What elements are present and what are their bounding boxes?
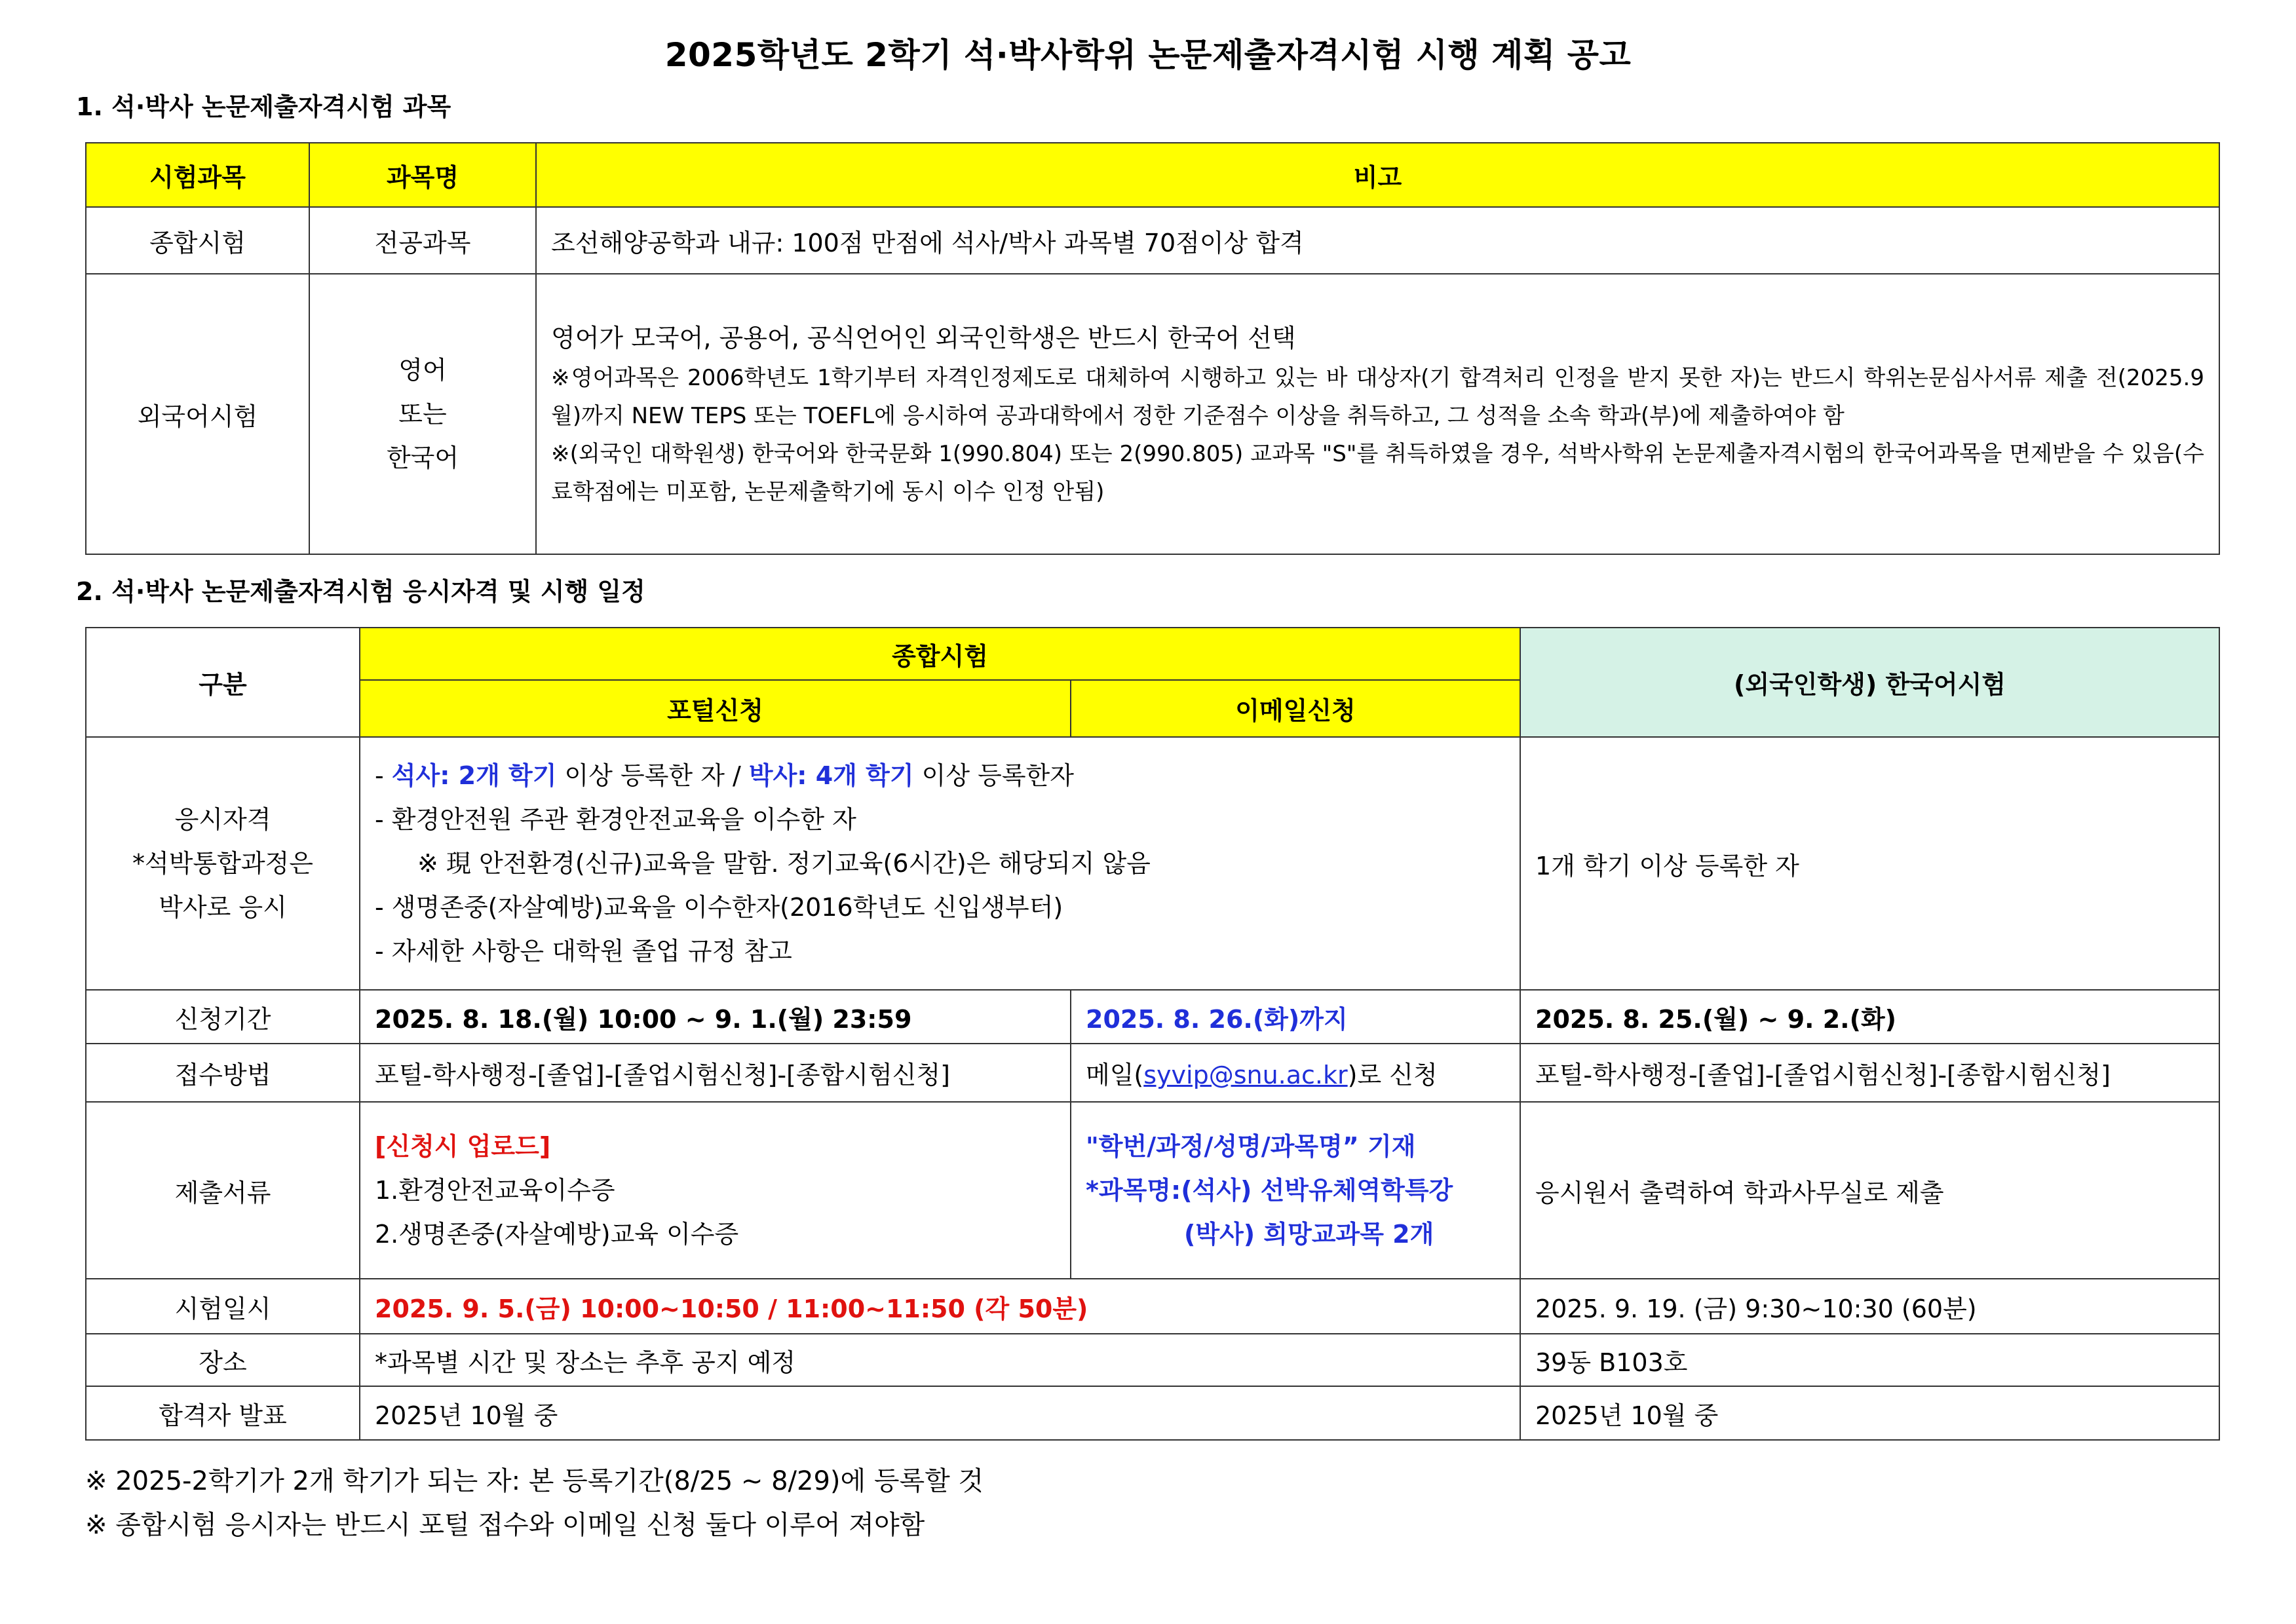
table-row (86, 990, 2219, 1044)
remark-main: 영어가 모국어, 공용어, 공식언어인 외국인학생은 반드시 한국어 선택 (551, 324, 1296, 352)
location-label: 장소 (86, 1334, 360, 1386)
method-label: 접수방법 (86, 1044, 360, 1102)
eligibility-safety-note: ※ 現 안전환경(신규)교육을 말함. 정기교육(6시간)은 해당되지 않음 (417, 848, 1151, 878)
documents-label: 제출서류 (86, 1102, 360, 1279)
documents-portal (360, 1102, 1071, 1279)
exam-date-label: 시험일시 (86, 1279, 360, 1334)
method-korean: 포털-학사행정-[졸업]-[졸업시험신청]-[종합시험신청] (1520, 1044, 2219, 1102)
header-portal: 포털신청 (360, 680, 1071, 737)
footnote-registration: ※ 2025-2학기가 2개 학기가 되는 자: 본 등록기간(8/25 ~ 8/29)에 등록할 것 (85, 1466, 984, 1496)
exam-date-comprehensive: 2025. 9. 5.(금) 10:00~10:50 / 11:00~11:50 (각 50분) (360, 1279, 1520, 1334)
header-subject: 시험과목 (86, 143, 309, 207)
method-email: 메일(syvip@snu.ac.kr)로 신청 (1071, 1044, 1520, 1102)
documents-upload-title: [신청시 업로드] (375, 1131, 551, 1161)
documents-email-line: *과목명:(석사) 선박유체역학특강 (1086, 1175, 1453, 1205)
eligibility-reference: - 자세한 사항은 대학원 졸업 규정 참고 (375, 936, 792, 966)
period-portal: 2025. 8. 18.(월) 10:00 ~ 9. 1.(월) 23:59 (360, 990, 1071, 1044)
documents-email-line: "학번/과정/성명/과목명” 기재 (1086, 1131, 1416, 1161)
documents-item: 1.환경안전교육이수증 (375, 1175, 615, 1205)
email-link[interactable]: syvip@snu.ac.kr (1143, 1061, 1348, 1089)
period-korean: 2025. 8. 25.(월) ~ 9. 2.(화) (1520, 990, 2219, 1044)
method-portal: 포털-학사행정-[졸업]-[졸업시험신청]-[종합시험신청] (360, 1044, 1071, 1102)
section2-heading: 2. 석·박사 논문제출자격시험 응시자격 및 시행 일정 (76, 577, 645, 606)
page-title: 2025학년도 2학기 석·박사학위 논문제출자격시험 시행 계획 공고 (664, 36, 1632, 74)
schedule-table (85, 627, 2220, 1441)
schedule-header-row (86, 628, 2219, 680)
documents-item: 2.생명존중(자살예방)교육 이수증 (375, 1219, 739, 1249)
table-row (86, 1334, 2219, 1386)
footnote-application: ※ 종합시험 응시자는 반드시 포털 접수와 이메일 신청 둘다 이루어 져야함 (85, 1510, 925, 1540)
subjects-table (85, 142, 2220, 555)
announcement-comprehensive: 2025년 10월 중 (360, 1386, 1520, 1440)
location-comprehensive: *과목별 시간 및 장소는 추후 공지 예정 (360, 1334, 1520, 1386)
table-row (86, 1386, 2219, 1440)
eligibility-life-education: - 생명존중(자살예방)교육을 이수한자(2016학년도 신입생부터) (375, 892, 1063, 922)
remark-cell: 조선해양공학과 내규: 100점 만점에 석사/박사 과목별 70점이상 합격 (536, 207, 2219, 274)
eligibility-label-line: *석박통합과정은 (132, 848, 313, 878)
subject-name-line: 한국어 (386, 443, 459, 472)
location-korean: 39동 B103호 (1520, 1334, 2219, 1386)
eligibility-comprehensive (360, 737, 1520, 990)
eligibility-label-line: 응시자격 (174, 804, 271, 834)
period-label: 신청기간 (86, 990, 360, 1044)
header-remark: 비고 (536, 143, 2219, 207)
eligibility-label (86, 737, 360, 990)
table-row (86, 1044, 2219, 1102)
eligibility-semesters: - 석사: 2개 학기 이상 등록한 자 / 박사: 4개 학기 이상 등록한자 (375, 761, 1074, 790)
eligibility-korean: 1개 학기 이상 등록한 자 (1520, 737, 2219, 990)
remark-cell (536, 274, 2219, 554)
documents-email (1071, 1102, 1520, 1279)
subject-name-cell: 전공과목 (309, 207, 536, 274)
phd-requirement: 박사: 4개 학기 (748, 761, 914, 790)
table-row (86, 274, 2219, 554)
eligibility-label-line: 박사로 응시 (159, 892, 287, 922)
exam-date-korean: 2025. 9. 19. (금) 9:30~10:30 (60분) (1520, 1279, 2219, 1334)
header-email: 이메일신청 (1071, 680, 1520, 737)
table-row (86, 1279, 2219, 1334)
section1-heading: 1. 석·박사 논문제출자격시험 과목 (76, 92, 451, 121)
subject-cell: 외국어시험 (86, 274, 309, 554)
documents-korean: 응시원서 출력하여 학과사무실로 제출 (1520, 1102, 2219, 1279)
subjects-header-row (86, 143, 2219, 207)
remark-note-english: ※영어과목은 2006학년도 1학기부터 자격인정제도로 대체하여 시행하고 있는 바 대상자(기 합격처리 인정을 받지 못한 자)는 반드시 학위논문심사서류 제출 전(2025.9월)까지 NEW TEPS 또는 TOEFL에 응시하여 공과대학에서 정한 기준점수 이상을 취득하고, 그 성적을 소속 학과(부)에 제출하여야 함 (551, 365, 2204, 429)
table-row (86, 737, 2219, 990)
subject-name-line: 또는 (398, 399, 447, 428)
remark-note-korean: ※(외국인 대학원생) 한국어와 한국문화 1(990.804) 또는 2(990.805) 교과목 "S"를 취득하였을 경우, 석박사학위 논문제출자격시험의 한국어과목을 면제받을 수 있음(수료학점에는 미포함, 논문제출학기에 동시 이수 인정 안됨) (551, 441, 2204, 505)
header-category: 구분 (86, 628, 360, 737)
announcement-label: 합격자 발표 (86, 1386, 360, 1440)
subject-name-line: 영어 (398, 355, 447, 385)
table-row (86, 207, 2219, 274)
subject-cell: 종합시험 (86, 207, 309, 274)
period-email: 2025. 8. 26.(화)까지 (1071, 990, 1520, 1044)
header-comprehensive: 종합시험 (360, 628, 1520, 680)
subject-name-cell (309, 274, 536, 554)
master-requirement: 석사: 2개 학기 (391, 761, 557, 790)
announcement-korean: 2025년 10월 중 (1520, 1386, 2219, 1440)
header-korean-exam: (외국인학생) 한국어시험 (1520, 628, 2219, 737)
documents-email-line: (박사) 희망교과목 2개 (1184, 1219, 1434, 1249)
eligibility-safety-education: - 환경안전원 주관 환경안전교육을 이수한 자 (375, 804, 856, 834)
header-subject-name: 과목명 (309, 143, 536, 207)
table-row (86, 1102, 2219, 1279)
